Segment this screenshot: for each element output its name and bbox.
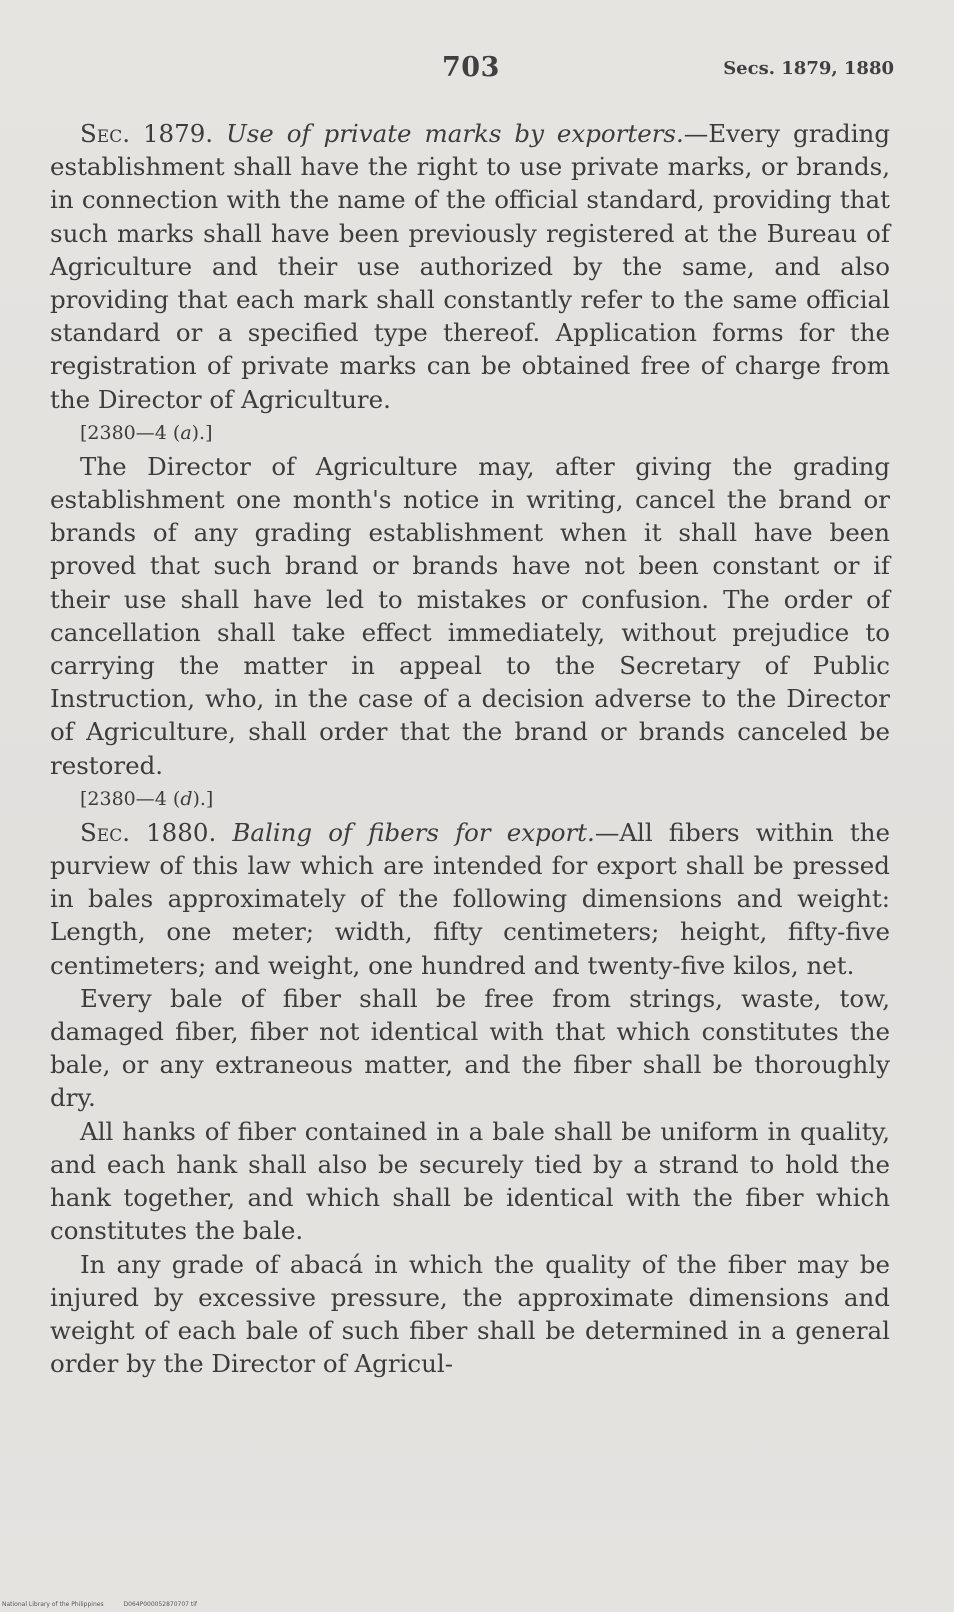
section-1879-text: —Every grading establishment shall have the right to use private marks, or brands, in connection with the name of the official standard, providing that such marks shall have been previously registered at the Bureau of Agriculture and their use authorized by the same, and also providing that each mark shall constantly refer to the same official standard or a specified type thereof. Application forms for the registration of private marks can be obtained free of charge from the Director of Agriculture.: [50, 119, 890, 414]
citation-2380-4-d: [80, 786, 890, 812]
footer-library: National Library of the Philippines: [2, 1601, 104, 1608]
running-head: Secs. 1879, 1880: [723, 58, 894, 79]
scan-footer: [2, 1601, 215, 1608]
citation-a-prefix: [2380—4 (: [80, 421, 181, 444]
hanks-paragraph: All hanks of fiber contained in a bale shall be uniform in quality, and each hank shall also be securely tied by a strand to hold the hank together, and which shall be identical with the fiber which constitutes the bale.: [50, 1116, 890, 1246]
citation-a-letter: a: [180, 421, 192, 444]
section-1879-label: Sec. 1879.: [80, 119, 214, 148]
section-1880-paragraph: [50, 816, 890, 982]
citation-d-prefix: [2380—4 (: [80, 787, 181, 810]
page-header: [48, 52, 894, 92]
page-number: 703: [442, 52, 500, 83]
citation-a-suffix: ).]: [191, 421, 213, 444]
footer-code: D064P000052870707 tif: [123, 1601, 198, 1608]
section-1880-label: Sec. 1880.: [80, 817, 217, 847]
citation-2380-4-a: [80, 420, 890, 446]
body-text: [50, 117, 890, 1380]
section-1880-text: —All fibers within the purview of this law which are intended for export shall be pressed in bales approximately of the following dimensions and weight: Length, one meter; width, fifty centimeters; height, fifty-five centimeters; and weight, one hundred and twenty-five kilos, net.: [50, 817, 891, 980]
bale-condition-paragraph: Every bale of fiber shall be free from strings, waste, tow, damaged fiber, fiber not identical with that which constitutes the bale, or any extraneous matter, and the fiber shall be thoroughly dry.: [50, 983, 890, 1113]
section-1879-title: Use of private marks by exporters.: [226, 119, 684, 148]
section-1880-title: Baling of fibers for export.: [232, 817, 595, 847]
abaca-paragraph: In any grade of abacá in which the quality of the fiber may be injured by excessive pressure, the approximate dimensions and weight of each bale of such fiber shall be determined in a general order by the Director of Agricul-: [50, 1249, 890, 1379]
cancellation-paragraph: The Director of Agriculture may, after giving the grading establishment one month's notice in writing, cancel the brand or brands of any grading establishment when it shall have been proved that such brand or brands have not been constant or if their use shall have led to mistakes or confusion. The order of cancellation shall take effect immediately, without prejudice to carrying the matter in appeal to the Secretary of Public Instruction, who, in the case of a decision adverse to the Director of Agriculture, shall order that the brand or brands canceled be restored.: [50, 451, 890, 780]
citation-d-letter: d: [180, 787, 193, 810]
section-1879-paragraph: [50, 117, 890, 416]
citation-d-suffix: ).]: [192, 787, 214, 810]
